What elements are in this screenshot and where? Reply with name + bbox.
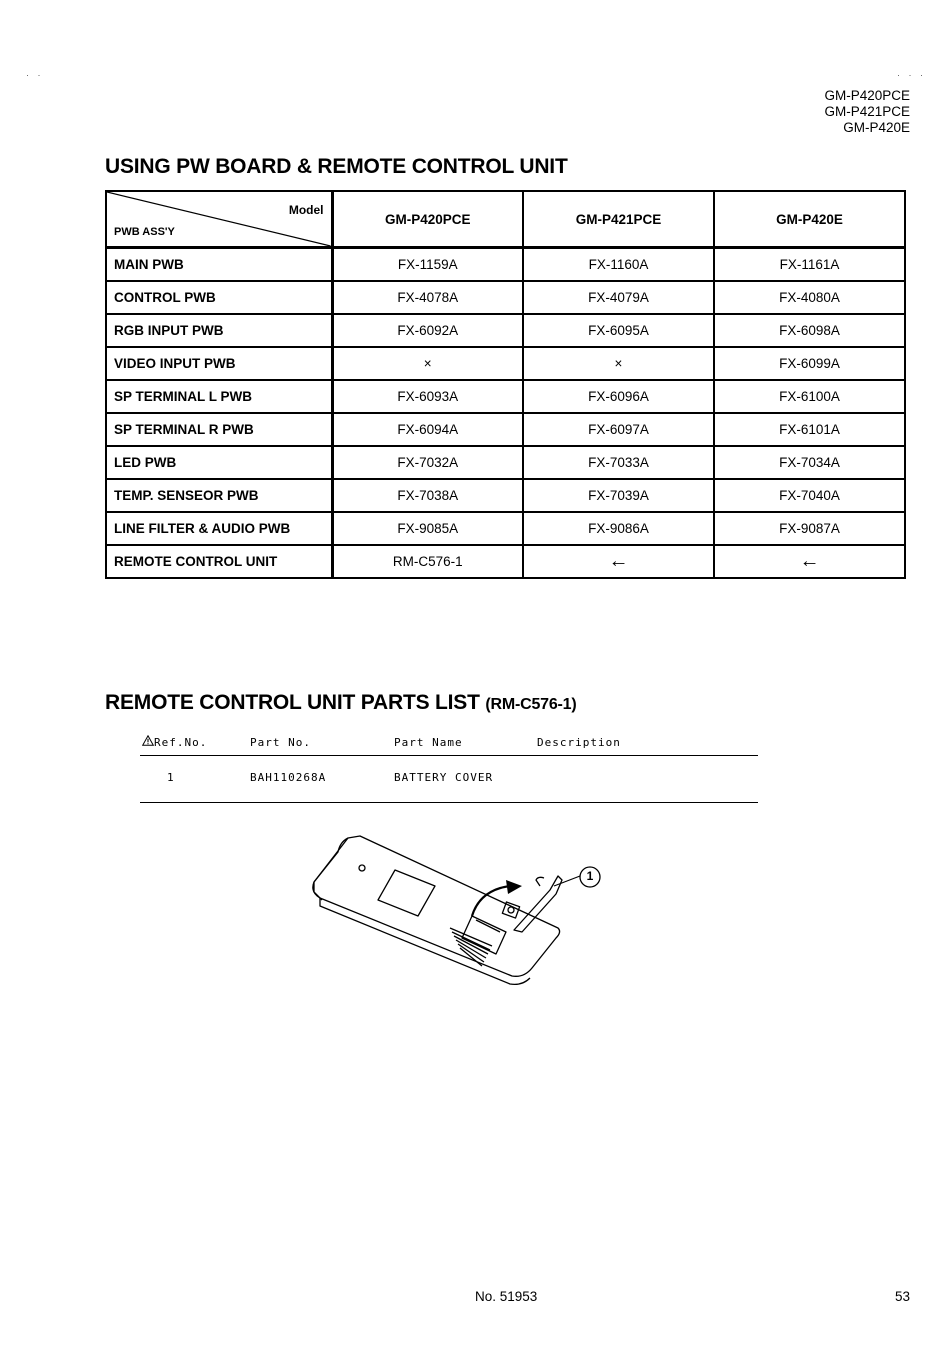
table-row [106,413,905,446]
section-title-parts [105,691,577,715]
table-cell: FX-6096A [523,380,714,413]
table-row [106,380,905,413]
table-cell: FX-7034A [714,446,905,479]
table-cell: FX-4080A [714,281,905,314]
column-header: GM-P420E [714,191,905,248]
table-cell: FX-7040A [714,479,905,512]
part-name-cell: BATTERY COVER [394,771,494,784]
page-number: 53 [894,1289,910,1304]
table-cell: FX-7033A [523,446,714,479]
table-cell: × [332,347,523,380]
model-axis-label: Model [288,203,324,217]
row-label: TEMP. SENSEOR PWB [106,479,332,512]
model-name: GM-P420E [843,120,910,135]
model-list [824,88,910,136]
row-label: SP TERMINAL L PWB [106,380,332,413]
table-row [106,314,905,347]
remote-control-drawing [300,828,610,988]
row-label: VIDEO INPUT PWB [106,347,332,380]
table-cell: FX-7038A [332,479,523,512]
column-header: GM-P420PCE [332,191,523,248]
callout-number: 1 [586,869,594,883]
same-as-left-arrow: ← [523,545,714,578]
table-row [106,512,905,545]
corner-mark-left: · · [26,70,44,80]
table-cell: FX-6092A [332,314,523,347]
table-cell: FX-6095A [523,314,714,347]
ref-no-cell: 1 [167,771,175,784]
table-cell: FX-6101A [714,413,905,446]
table-cell: FX-4079A [523,281,714,314]
ref-no-header: Ref.No. [154,736,208,749]
row-label: LED PWB [106,446,332,479]
table-row [106,248,905,282]
table-cell: FX-9087A [714,512,905,545]
section-title-pwb: USING PW BOARD & REMOTE CONTROL UNIT [105,155,568,178]
table-cell: × [523,347,714,380]
model-name: GM-P421PCE [824,104,910,119]
parts-row [140,756,758,803]
table-cell: FX-6100A [714,380,905,413]
table-row [106,479,905,512]
table-cell: FX-7032A [332,446,523,479]
description-header: Description [537,736,621,749]
parts-list-title: REMOTE CONTROL UNIT PARTS LIST [105,691,480,714]
column-header: GM-P421PCE [523,191,714,248]
row-label: LINE FILTER & AUDIO PWB [106,512,332,545]
table-row [106,446,905,479]
table-cell: FX-4078A [332,281,523,314]
table-cell: FX-1161A [714,248,905,282]
table-cell: FX-6098A [714,314,905,347]
diagonal-header-cell [106,191,332,248]
table-cell: FX-6097A [523,413,714,446]
table-cell: FX-6099A [714,347,905,380]
row-label: RGB INPUT PWB [106,314,332,347]
row-label: CONTROL PWB [106,281,332,314]
row-label: MAIN PWB [106,248,332,282]
table-cell: FX-9085A [332,512,523,545]
corner-mark-right: · · · [897,70,926,80]
parts-list-header [140,733,758,756]
pwb-axis-label: PWB ASS'Y [114,226,175,238]
pwb-table [105,190,906,579]
document-number: No. 51953 [475,1289,538,1304]
table-cell: FX-6093A [332,380,523,413]
table-cell: RM-C576-1 [332,545,523,578]
part-no-cell: BAH110268A [250,771,327,784]
parts-list [140,733,758,803]
parts-list-model: (RM-C576-1) [485,696,577,713]
table-cell: FX-6094A [332,413,523,446]
table-cell: FX-1159A [332,248,523,282]
table-row [106,281,905,314]
table-row [106,545,905,578]
table-cell: FX-9086A [523,512,714,545]
table-cell: FX-1160A [523,248,714,282]
table-header-row [106,191,905,248]
row-label: REMOTE CONTROL UNIT [106,545,332,578]
row-label: SP TERMINAL R PWB [106,413,332,446]
remote-control-illustration [300,828,610,993]
table-cell: FX-7039A [523,479,714,512]
same-as-left-arrow: ← [714,545,905,578]
part-name-header: Part Name [394,736,463,749]
model-name: GM-P420PCE [824,88,910,103]
table-row [106,347,905,380]
part-no-header: Part No. [250,736,311,749]
warning-triangle-icon [142,735,154,749]
